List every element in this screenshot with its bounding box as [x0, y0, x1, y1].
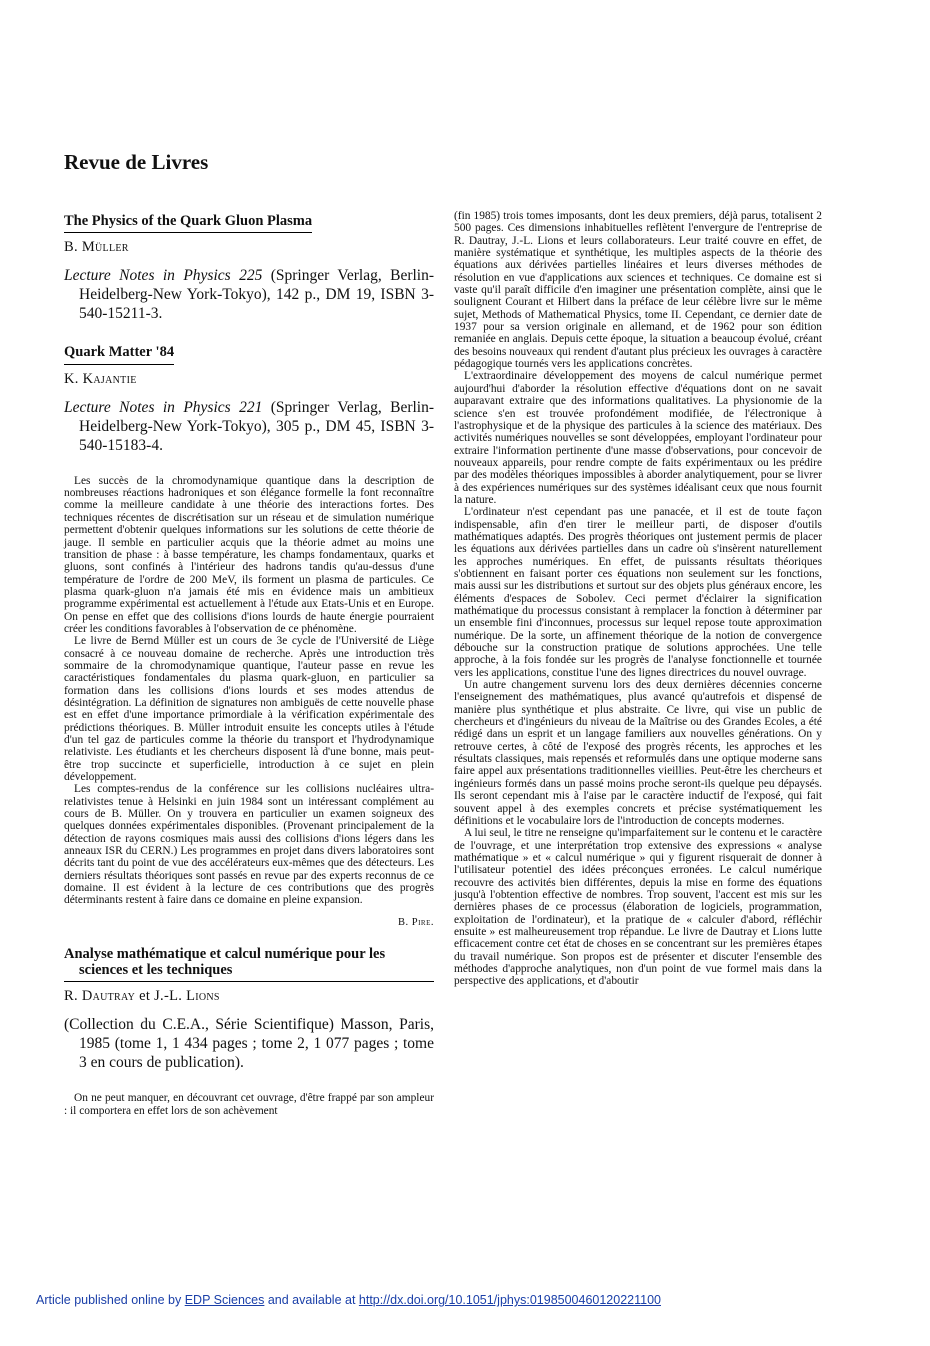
review-authors: [64, 371, 434, 388]
publication-info: (Collection du C.E.A., Série Scientifique) Masson, Paris, 1985 (tome 1, 1 434 pages ; tome 2, 1 077 pages ; tome 3 en cours de publication).: [64, 1016, 434, 1072]
title-line-2: sciences et les techniques: [79, 962, 233, 979]
body-paragraph: (fin 1985) trois tomes imposants, dont les deux premiers, déjà parus, totalisent 2 500 pages. Ces dimensions inhabituelles reflètent l'envergure de l'entreprise de R. Dautray, J.-L. Lions et leurs collaborateurs. Leur traité couvre en effet, de manière systématique et synthétique, les multiples aspects de la théorie des équations aux dérivées partielles linéaires et leurs diverses méthodes de résolution en vue d'applications aux sciences et techniques. Ce domaine est si vaste qu'il paraît difficile d'en imaginer une présentation complète, ainsi que le soulignent Courant et Hilbert dans la préface de leur célèbre livre sur le même sujet, Methods of Mathematical Physics, tome II. Cependant, ce dernier date de 1937 pour sa version originale en allemand, et de 1962 pour son édition remaniée en anglais. Depuis cette époque, la situation a beaucoup évolué, créant des besoins nouveaux qui rendent d'autant plus précieux les ouvrages à caractère pédagogique tournés vers les applications concrètes.: [454, 210, 822, 371]
body-paragraph: Les comptes-rendus de la conférence sur les collisions nucléaires ultra-relativistes tenue à Helsinki en juin 1984 sont un intéressant complément au cours de B. Müller. On y trouvera en particulier un examen soigneux des quelques données expérimentales disponibles. (Provenant principalement de la détection de rayons cosmiques mais aussi des collisions d'ions légers dans les anneaux ISR du CERN.) Les programmes en projet dans divers laboratoires sont décrits tant du point de vue des accélérateurs eux-mêmes que des détecteurs. Les derniers résultats théoriques sont passés en revue par des experts reconnus de ce domaine. Il est évident à la lecture de ces contributions que des progrès déterminants restent à faire dans ce domaine en pleine expansion.: [64, 783, 434, 907]
series-title: Lecture Notes in Physics 225: [64, 267, 263, 285]
review-title: [64, 946, 434, 982]
footer-publication-notice: [36, 1293, 661, 1307]
publication-details: (Springer Verlag, Berlin-Heidelberg-New York-Tokyo), 142 p., DM 19, ISBN 3-540-15211-3.: [79, 267, 435, 323]
author-join: et J.-L. L: [135, 988, 196, 1005]
footer-prefix: Article published online by: [36, 1293, 185, 1307]
body-paragraph: On ne peut manquer, en découvrant cet ouvrage, d'être frappé par son ampleur : il comportera en effet lors de son achèvement: [64, 1092, 434, 1117]
left-column: [64, 212, 434, 1117]
author-surname: üller: [95, 239, 129, 256]
footer-middle: and available at: [264, 1293, 359, 1307]
author-surname: ions: [195, 988, 220, 1005]
reviewer-signature: B. Pire.: [398, 916, 434, 928]
body-paragraph: A lui seul, le titre ne renseigne qu'imparfaitement sur le contenu et le caractère de l'ouvrage, et une interprétation trop extensive des expressions « analyse mathématique » et « calcul numérique » qui y figurent risquerait de donner à l'utilisateur potentiel des idées préconçues erronées. Le calcul numérique recouvre des activités bien différentes, depuis la mise en forme des équations jusqu'à l'obtention effective de nombres. Trop souvent, l'accent est mis sur les dernières phases de ce processus (élaboration de logiciels, programmation, exploitation de l'ordinateur), et la pratique de « calculer d'abord, réfléchir ensuite » est malheureusement trop répandue. Le livre de Dautray et Lions lutte efficacement contre cet état de choses en se concentrant sur les premières étapes du travail numérique. Son propos est de présenter et discuter l'ensemble des méthodes d'approche analytiques, non d'un point de vue formel mais dans la perspective des applications, et d'aboutir: [454, 827, 822, 988]
review-quark-matter-84: [64, 343, 434, 927]
publication-info: [64, 266, 434, 323]
review-analyse-mathematique: [64, 946, 434, 1117]
publication-info: [64, 398, 434, 455]
publication-details: (Springer Verlag, Berlin-Heidelberg-New York-Tokyo), 305 p., DM 45, ISBN 3-540-15183-4.: [79, 398, 435, 454]
publisher-link[interactable]: EDP Sciences: [184, 1293, 265, 1307]
author-surname: ajantie: [93, 370, 137, 387]
author-surname: autray: [92, 988, 136, 1005]
body-paragraph: Le livre de Bernd Müller est un cours de 3e cycle de l'Université de Liège consacré à ce nouveau domaine de recherche. Après une introduction très sommaire de la chromodynamique quantique, l'auteur passe en revue les caractéristiques fondamentales du plasma quark-gluon, en particulier sa formation dans les collisions d'ions lourds et ses modes attendus de désintégration. La définition de signatures non ambiguës de cette nouvelle phase est en effet d'une importance primordiale à la vérification expérimentale des prédictions théoriques. B. Müller introduit ensuite les concepts utiles à l'étude d'un tel gaz de particules comme la théorie du transport et l'hydrodynamique relativiste. Les étudiants et les chercheurs disposent là d'une bonne, mais peut-être trop succincte et superficielle, introduction à ce sujet en plein développement.: [64, 635, 434, 784]
author-initial: K. K: [64, 370, 94, 387]
series-title: Lecture Notes in Physics 221: [64, 398, 263, 416]
review-quark-gluon-plasma: [64, 212, 434, 323]
doi-link[interactable]: http://dx.doi.org/10.1051/jphys:0198500460120221100: [358, 1293, 661, 1307]
page-title: Revue de Livres: [64, 150, 209, 174]
body-paragraph: Un autre changement survenu lors des deux dernières décennies concerne l'enseignement des mathématiques, plus avancé qu'autrefois et dispensé de manière plus synthétique et plus abstraite. Ce livre, qui vise un public de chercheurs et d'ingénieurs du niveau de la Maîtrise ou des Grandes Ecoles, a été rédigé dans un esprit et un langage familiers aux nouvelles générations. On y retrouve certes, à côté de l'exposé des progrès récents, les approches et les résultats classiques, mais repensés et reformulés dans une optique moderne sans faire appel aux présentations traditionnelles vieillies. Peut-être les chercheurs et ingénieurs formés dans un passé moins proche seront-ils quelque peu dépaysés. Ils seront cependant mis à l'aise par le caractère inductif de l'exposé, qui fait souvent appel à des exemples concrets et précise systématiquement les définitions et le vocabulaire lors de l'introduction de concepts modernes.: [454, 679, 822, 827]
body-paragraph: Les succès de la chromodynamique quantique dans la description de nombreuses réactions hadroniques et son élégance formelle la font reconnaître comme la meilleure candidate à une théorie des interactions fortes. Des techniques récentes de discrétisation sur un réseau et de simulation numérique permettent d'obtenir quelques informations sur les solutions de cette théorie de jauge. Il semble en particulier acquis que la théorie admet au moins une transition de phase : à basse température, les champs fondamentaux, quarks et gluons, sont confinés à l'intérieur des hadrons tandis qu'au-dessus d'une température de l'ordre de 200 MeV, ils forment un plasma de particules. Ce plasma quark-gluon n'a jamais été mis en évidence mais un ambitieux programme expérimental est actuellement à l'étude aux Etats-Unis et en Europe. On pense en effet que des collisions d'ions lourds de haute énergie pourraient créer les conditions favorables à l'observation de ce phénomène.: [64, 474, 434, 635]
body-paragraph: L'ordinateur n'est cependant pas une panacée, et il est de toute façon indispensable, afin d'en tirer le meilleur parti, de disposer d'outils mathématiques adaptés. Des progrès théoriques ont justement permis de placer les équations aux dérivées partielles dans un cadre où s'insèrent naturellement les approches numériques. En effet, de puissants résultats théoriques s'obtiennent en faisant porter ces équations non seulement sur les fonctions, mais aussi sur les distributions et surtout sur des objets plus généraux encore, les éléments d'espaces de Sobolev. Ceci permet d'éclairer la signification mathématique du processus consistant à remplacer la fonction à déterminer par un ensemble fini d'inconnues, processus sur lequel repose toute approximation numérique. De la sorte, un affinement théorique de la notion de convergence débouche sur la construction pratique de solutions approchées. Une telle approche, à la fois fondée sur les progrès de l'analyse fonctionnelle et tournée vers les applications, constitue l'une des lignes directrices du nouvel ouvrage.: [454, 506, 822, 679]
review-authors: [64, 988, 434, 1005]
review-authors: [64, 239, 434, 256]
author-initial: R. D: [64, 988, 93, 1005]
body-paragraph: L'extraordinaire développement des moyens de calcul numérique permet aujourd'hui d'aborder la résolution effective d'équations dont on ne savait auparavant extraire que des informations qualitatives. La physionomie de la science s'en est trouvée profondément modifiée, de l'électronique à l'astrophysique et de la physique des particules à la science des matériaux. Des activités numériques nouvelles se sont développées, employant l'ordinateur pour extraire l'information pertinente d'une masse d'observations, pour concevoir de nouveaux appareils, pour rendre compte de faits expérimentaux ou les prédire par des modèles théoriques impossibles à aborder analytiquement, pour se livrer à des expériences numériques sur des systèmes idéalisant ceux que nous fournit la nature.: [454, 370, 822, 506]
title-line-1: Analyse mathématique et calcul numérique pour les: [64, 945, 386, 962]
right-column: [454, 210, 822, 988]
review-title: Quark Matter '84: [64, 344, 174, 364]
review-title: The Physics of the Quark Gluon Plasma: [64, 213, 312, 233]
author-initial: B. M: [64, 239, 96, 256]
